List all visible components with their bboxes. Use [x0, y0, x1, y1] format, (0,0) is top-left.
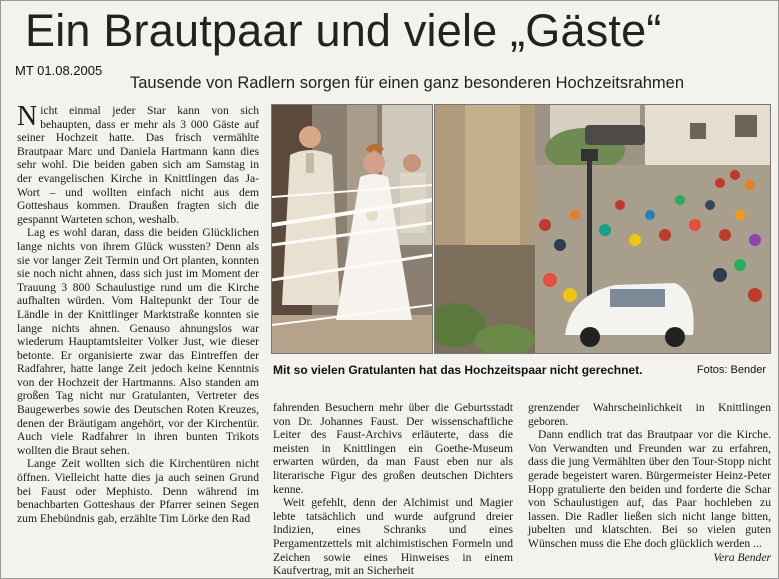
- article-column-3: [528, 401, 771, 564]
- subheadline: Tausende von Radlern sorgen für einen ganz besonderen Hochzeitsrahmen: [130, 74, 685, 92]
- paragraph: Lange Zeit wollten sich die Kirchentüren nicht öffnen. Vielleicht hatte dies ja auch seinen Grund bei Faust oder Mephisto. Denn während im benachbarten Gotteshaus der Pfarrer seinen Segen zum Ehebündnis gab, erzählte Tim Lörke den Rad: [17, 457, 259, 525]
- article-column-1: [17, 101, 259, 525]
- wedding-couple-illustration: [272, 105, 432, 353]
- dateline: MT 01.08.2005: [15, 63, 103, 78]
- headline: Ein Brautpaar und viele „Gäste“: [25, 5, 662, 56]
- paragraph: Weit gefehlt, denn der Alchimist und Magier lebte tatsächlich und wurde aufgrund dreier Indizien, eines Schranks und eines Pergamentzettels mit alchimistischen Formeln und Zeichen sowie eines Hinweises in einem Kaufvertrag, mit an Sicherheit: [273, 496, 513, 578]
- article-column-2: [273, 401, 513, 578]
- photo-caption: Mit so vielen Gratulanten hat das Hochzeitspaar nicht gerechnet.: [273, 363, 643, 377]
- paragraph: [528, 428, 771, 564]
- paragraph-text: icht einmal jeder Star kann von sich behaupten, dass er mehr als 3 000 Gäste auf seiner Hochzeit hatte. Das frisch vermählte Brautpaar Marc und Daniela Hartmann kann dies sehr wohl. Die beiden gaben sich am Samstag in der evangelischen Kirche in Knittlingen das Ja-Wort – und wollten einfach nicht aus dem Gotteshaus kommen. Draußen fragten sich die gespannt Warteten schon, weshalb.: [17, 104, 259, 226]
- paragraph: fahrenden Besuchern mehr über die Geburtsstadt von Dr. Johannes Faust. Der wissenschaftliche Leiter des Faust-Archivs erläuterte, dass die meisten in Knittlingen ein Goethe-Museum erwarten würden, da man Faust eben nur als literarische Figur des großen deutschen Dichters kenne.: [273, 401, 513, 496]
- paragraph: [17, 101, 259, 226]
- author-byline: Vera Bender: [713, 550, 771, 564]
- wedding-couple-photo: [271, 104, 433, 354]
- paragraph: grenzender Wahrscheinlichkeit in Knittlingen geboren.: [528, 401, 771, 428]
- crowd-illustration: [435, 105, 770, 353]
- paragraph: Lag es wohl daran, dass die beiden Glücklichen lange nichts von ihrem Glück wussten? Denn als sie vor langer Zeit Termin und Ort planten, konnten sie noch nicht ahnen, dass sich just im Moment der Trauung 3 800 Schaulustige rund um die Kirche aufhalten würden. Vom Haltepunkt der Tour de Ländle in der Knittlinger Marktstraße konnten sie lange nichts ahnen. Genauso ahnungslos war wiederum Hauptamtsleiter Volker Just, wie dieser betonte. Er organisierte zwar das Eintreffen der Radfahrer, hatte lange Zeit jedoch keine Kenntnis von der Hochzeit der Hartmanns. Also standen am großen Tag nicht nur Gratulanten, Vertreter des Baugewerbes sowie des Deutschen Roten Kreuzes, denen der Bräutigam angehört, vor der Kirchentür. Auch viele Radfahrer in ihren bunten Trikots wollten die Braut sehen.: [17, 226, 259, 457]
- photo-credit: Fotos: Bender: [696, 364, 766, 376]
- drop-cap: N: [17, 101, 38, 132]
- paragraph-text: Dann endlich trat das Brautpaar vor die Kirche. Von Verwandten und Freunden war zu erfahren, dass die jung Vermählten über den Tour-Stopp nicht gerade begeistert waren. Bürgermeister Heinz-Peter Hopp gratulierte den beiden und forderte die Schar von Schaulustigen auf, das Paar hochleben zu lassen. Die Radler ließen sich nicht lange bitten, jubelten und klatschten. Bei so vielen guten Wünschen muss die Ehe doch glücklich werden ...: [528, 428, 771, 550]
- crowd-photo: [434, 104, 771, 354]
